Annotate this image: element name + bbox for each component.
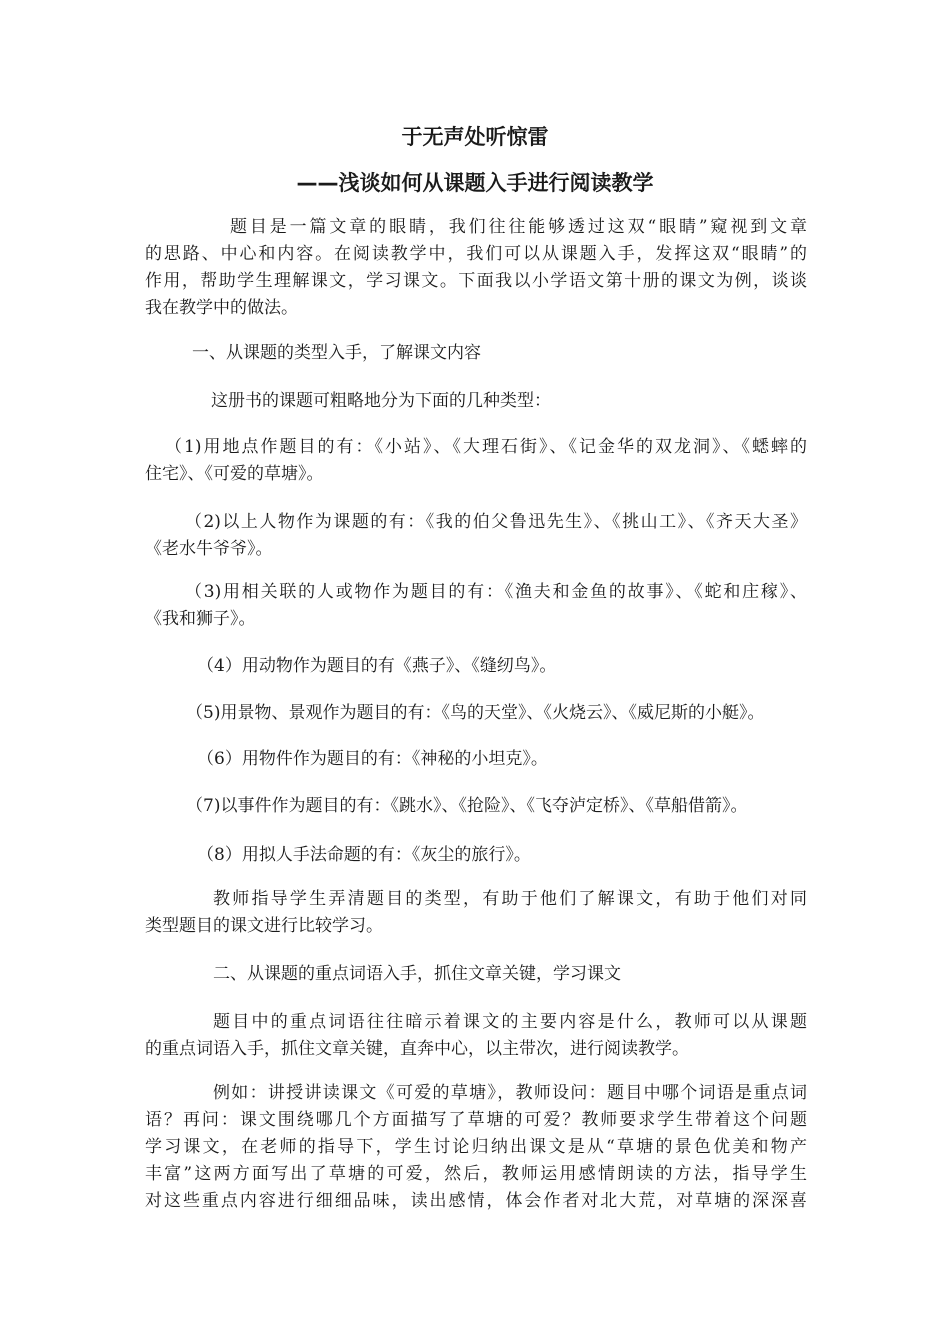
section2-line: 题目中的重点词语往往暗示着课文的主要内容是什么，教师可以从课题 (213, 1012, 807, 1032)
type1-line: （1)用地点作题目的有：《小站》、《大理石街》、《记金华的双龙洞》、《蟋蟀的 (165, 437, 807, 457)
summary-line: 类型题目的课文进行比较学习。 (145, 916, 383, 936)
intro-line: 题目是一篇文章的眼睛，我们往往能够透过这双“眼睛”窥视到文章 (230, 217, 807, 237)
type3-line: 《我和狮子》。 (145, 609, 256, 629)
type4-item: （4）用动物作为题目的有《燕子》、《缝纫鸟》。 (197, 656, 557, 676)
example-line: 语？再问：课文围绕哪几个方面描写了草塘的可爱？教师要求学生带着这个问题 (145, 1110, 807, 1130)
type2-line: （2)以上人物作为课题的有：《我的伯父鲁迅先生》、《挑山工》、《齐天大圣》 (185, 512, 807, 532)
intro-line: 我在教学中的做法。 (145, 298, 298, 318)
intro-line: 作用，帮助学生理解课文，学习课文。下面我以小学语文第十册的课文为例，谈谈 (145, 271, 807, 291)
intro-line: 的思路、中心和内容。在阅读教学中，我们可以从课题入手，发挥这双“眼睛”的 (145, 244, 807, 264)
type7-item: （7)以事件作为题目的有：《跳水》、《抢险》、《飞夺泸定桥》、《草船借箭》。 (186, 796, 748, 816)
summary-paragraph (145, 886, 807, 940)
example-line: 例如：讲授讲读课文《可爱的草塘》，教师设问：题目中哪个词语是重点词 (213, 1083, 807, 1103)
type3-line: （3)用相关联的人或物作为题目的有：《渔夫和金鱼的故事》、《蛇和庄稼》、 (185, 582, 807, 602)
example-paragraph (145, 1080, 807, 1215)
document-title: 于无声处听惊雷 (401, 125, 549, 149)
type3-paragraph (145, 579, 807, 633)
type1-line: 住宅》、《可爱的草塘》。 (145, 464, 324, 484)
type6-item: （6）用物件作为题目的有：《神秘的小坦克》。 (197, 749, 548, 769)
section2-paragraph (145, 1009, 807, 1063)
type1-paragraph (145, 434, 807, 488)
section2-heading: 二、从课题的重点词语入手，抓住文章关键，学习课文 (213, 964, 621, 984)
example-line: 丰富”这两方面写出了草塘的可爱，然后，教师运用感情朗读的方法，指导学生 (145, 1164, 807, 1184)
type2-paragraph (145, 509, 807, 563)
document-subtitle: ——浅谈如何从课题入手进行阅读教学 (296, 171, 654, 195)
example-line: 学习课文，在老师的指导下，学生讨论归纳出课文是从“草塘的景色优美和物产 (145, 1137, 807, 1157)
summary-line: 教师指导学生弄清题目的类型，有助于他们了解课文，有助于他们对同 (213, 889, 807, 909)
section1-heading: 一、从课题的类型入手，了解课文内容 (192, 343, 481, 363)
type5-item: （5)用景物、景观作为题目的有：《鸟的天堂》、《火烧云》、《威尼斯的小艇》。 (186, 703, 765, 723)
type2-line: 《老水牛爷爷》。 (145, 539, 273, 559)
intro-paragraph (145, 214, 807, 322)
section1-lead: 这册书的课题可粗略地分为下面的几种类型： (211, 391, 551, 411)
section2-line: 的重点词语入手，抓住文章关键，直奔中心，以主带次，进行阅读教学。 (145, 1039, 689, 1059)
example-line: 对这些重点内容进行细细品味，读出感情，体会作者对北大荒，对草塘的深深喜 (145, 1191, 807, 1211)
type8-item: （8）用拟人手法命题的有：《灰尘的旅行》。 (197, 845, 531, 865)
